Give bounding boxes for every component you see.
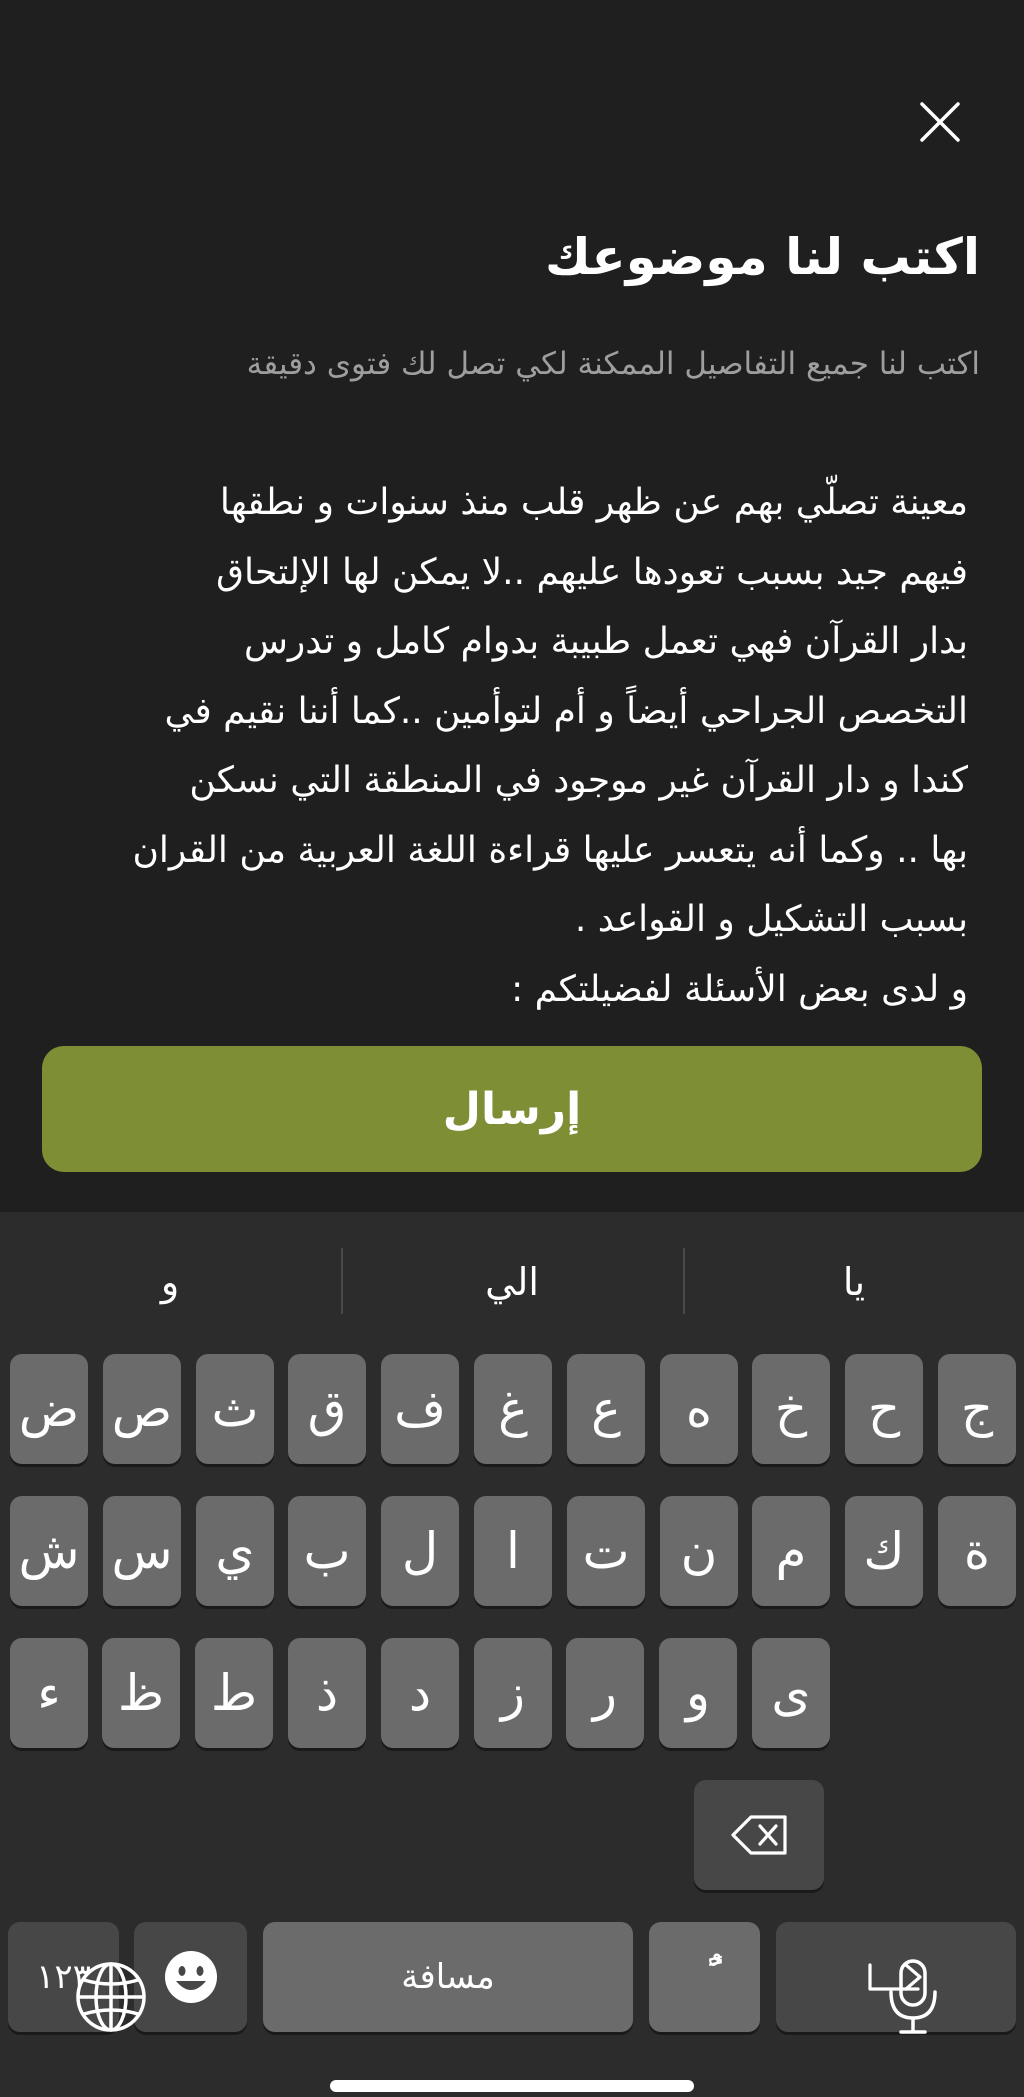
globe-button[interactable] [66,1952,156,2042]
letter-key[interactable]: ع [567,1354,645,1464]
suggestion-item[interactable]: و [160,1260,180,1304]
suggestion-item[interactable]: يا [842,1260,866,1304]
backspace-key[interactable] [694,1780,824,1890]
numbers-key[interactable]: ١٢٣ [8,1922,119,2032]
page-title: اكتب لنا موضوعك [544,228,980,286]
letter-key[interactable]: ج [938,1354,1016,1464]
home-indicator [330,2080,694,2092]
letter-key[interactable]: ذ [288,1638,366,1748]
keyboard [0,1212,1024,2097]
letter-key[interactable]: ه [660,1354,738,1464]
letter-key[interactable]: ب [288,1496,366,1606]
letter-key[interactable]: ي [196,1496,274,1606]
letter-key[interactable]: ك [845,1496,923,1606]
close-button[interactable] [900,82,980,162]
suggestion-divider [341,1248,343,1314]
letter-key[interactable]: خ [752,1354,830,1464]
letter-key[interactable]: ن [660,1496,738,1606]
letter-key[interactable]: ت [567,1496,645,1606]
close-icon [918,100,962,144]
letter-key[interactable]: ث [196,1354,274,1464]
letter-key[interactable]: س [103,1496,181,1606]
suggestion-item[interactable]: الي [485,1260,539,1304]
globe-icon [74,1960,148,2034]
suggestion-divider [683,1248,685,1314]
page-subtitle: اكتب لنا جميع التفاصيل الممكنة لكي تصل لك فتوى دقيقة [246,346,980,382]
letter-key[interactable]: ض [10,1354,88,1464]
letter-key[interactable]: ل [381,1496,459,1606]
letter-key[interactable]: ز [474,1638,552,1748]
letter-key[interactable]: ى [752,1638,830,1748]
letter-key[interactable]: م [752,1496,830,1606]
letter-key[interactable]: ص [103,1354,181,1464]
letter-key[interactable]: د [381,1638,459,1748]
letter-key[interactable]: و [659,1638,737,1748]
letter-key[interactable]: ا [474,1496,552,1606]
letter-key[interactable]: ة [938,1496,1016,1606]
letter-key[interactable]: ح [845,1354,923,1464]
letter-key[interactable]: ر [566,1638,644,1748]
emoji-icon [163,1949,219,2005]
letter-key[interactable]: ظ [102,1638,180,1748]
message-textarea[interactable]: معينة تصلّي بهم عن ظهر قلب منذ سنوات و نطقها فيهم جيد بسبب تعودها عليهم ..لا يمكن لها الإلتحاق بدار القرآن فهي تعمل طبيبة بدوام كامل و تدرس التخصص الجراحي أيضاً و أم لتوأمين ..كما أننا نقيم في كندا و دار القرآن غير موجود في المنطقة التي نسكن بها .. وكما أنه يتعسر عليها قراءة اللغة العربية من القران بسبب التشكيل و القواعد . و لدى بعض الأسئلة لفضيلتكم : [132,482,968,1010]
letter-key[interactable]: ش [10,1496,88,1606]
dictation-button[interactable] [868,1952,958,2042]
microphone-icon [885,1958,941,2036]
letter-key[interactable]: ط [195,1638,273,1748]
backspace-icon [729,1813,789,1857]
letter-key[interactable]: غ [474,1354,552,1464]
letter-key[interactable]: ق [288,1354,366,1464]
letter-key[interactable]: ء [10,1638,88,1748]
space-key[interactable]: مسافة [263,1922,633,2032]
letter-key[interactable]: ف [381,1354,459,1464]
suggestion-bar [0,1212,1024,1338]
diacritics-key[interactable] [649,1922,760,2032]
send-button[interactable]: إرسال [42,1046,982,1172]
